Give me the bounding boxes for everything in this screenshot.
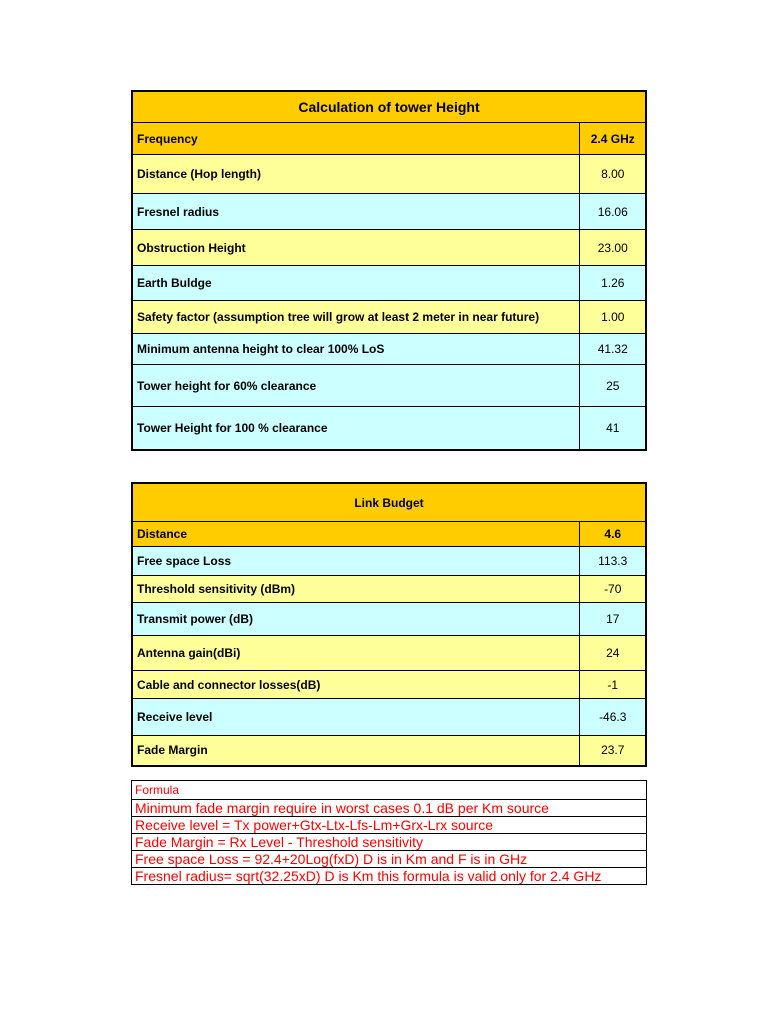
threshold-sensitivity-label: Threshold sensitivity (dBm) xyxy=(132,576,580,603)
formula-line: Free space Loss = 92.4+20Log(fxD) D is in Km and F is in GHz xyxy=(132,851,647,868)
transmit-power-value: 17 xyxy=(580,603,646,636)
distance-hop-value: 8.00 xyxy=(580,155,646,194)
formula-heading: Formula xyxy=(132,781,647,800)
frequency-label: Frequency xyxy=(132,123,580,155)
fade-margin-value: 23.7 xyxy=(580,736,646,766)
earth-bulge-label: Earth Buldge xyxy=(132,266,580,301)
fresnel-radius-label: Fresnel radius xyxy=(132,194,580,230)
formula-line: Fresnel radius= sqrt(32.25xD) D is Km this formula is valid only for 2.4 GHz xyxy=(132,868,647,885)
cable-losses-label: Cable and connector losses(dB) xyxy=(132,671,580,699)
obstruction-height-value: 23.00 xyxy=(580,230,646,266)
formula-line: Receive level = Tx power+Gtx-Ltx-Lfs-Lm+Grx-Lrx source xyxy=(132,817,647,834)
distance-hop-label: Distance (Hop length) xyxy=(132,155,580,194)
free-space-loss-value: 113.3 xyxy=(580,547,646,576)
safety-factor-label: Safety factor (assumption tree will grow at least 2 meter in near future) xyxy=(132,301,580,334)
receive-level-label: Receive level xyxy=(132,699,580,736)
link-budget-title: Link Budget xyxy=(132,483,646,522)
threshold-sensitivity-value: -70 xyxy=(580,576,646,603)
receive-level-value: -46.3 xyxy=(580,699,646,736)
earth-bulge-value: 1.26 xyxy=(580,266,646,301)
min-antenna-height-value: 41.32 xyxy=(580,334,646,365)
tower-height-table xyxy=(131,90,647,451)
safety-factor-value: 1.00 xyxy=(580,301,646,334)
tower-height-60-value: 25 xyxy=(580,365,646,407)
antenna-gain-label: Antenna gain(dBi) xyxy=(132,636,580,671)
obstruction-height-label: Obstruction Height xyxy=(132,230,580,266)
transmit-power-label: Transmit power (dB) xyxy=(132,603,580,636)
fade-margin-label: Fade Margin xyxy=(132,736,580,766)
min-antenna-height-label: Minimum antenna height to clear 100% LoS xyxy=(132,334,580,365)
formula-box xyxy=(131,780,647,885)
tower-height-100-value: 41 xyxy=(580,407,646,450)
free-space-loss-label: Free space Loss xyxy=(132,547,580,576)
tower-height-100-label: Tower Height for 100 % clearance xyxy=(132,407,580,450)
formula-line: Minimum fade margin require in worst cases 0.1 dB per Km source xyxy=(132,800,647,817)
distance-label: Distance xyxy=(132,522,580,547)
cable-losses-value: -1 xyxy=(580,671,646,699)
distance-value: 4.6 xyxy=(580,522,646,547)
tower-table-title: Calculation of tower Height xyxy=(132,91,646,123)
fresnel-radius-value: 16.06 xyxy=(580,194,646,230)
link-budget-table xyxy=(131,482,647,767)
frequency-value: 2.4 GHz xyxy=(580,123,646,155)
formula-line: Fade Margin = Rx Level - Threshold sensitivity xyxy=(132,834,647,851)
antenna-gain-value: 24 xyxy=(580,636,646,671)
tower-height-60-label: Tower height for 60% clearance xyxy=(132,365,580,407)
